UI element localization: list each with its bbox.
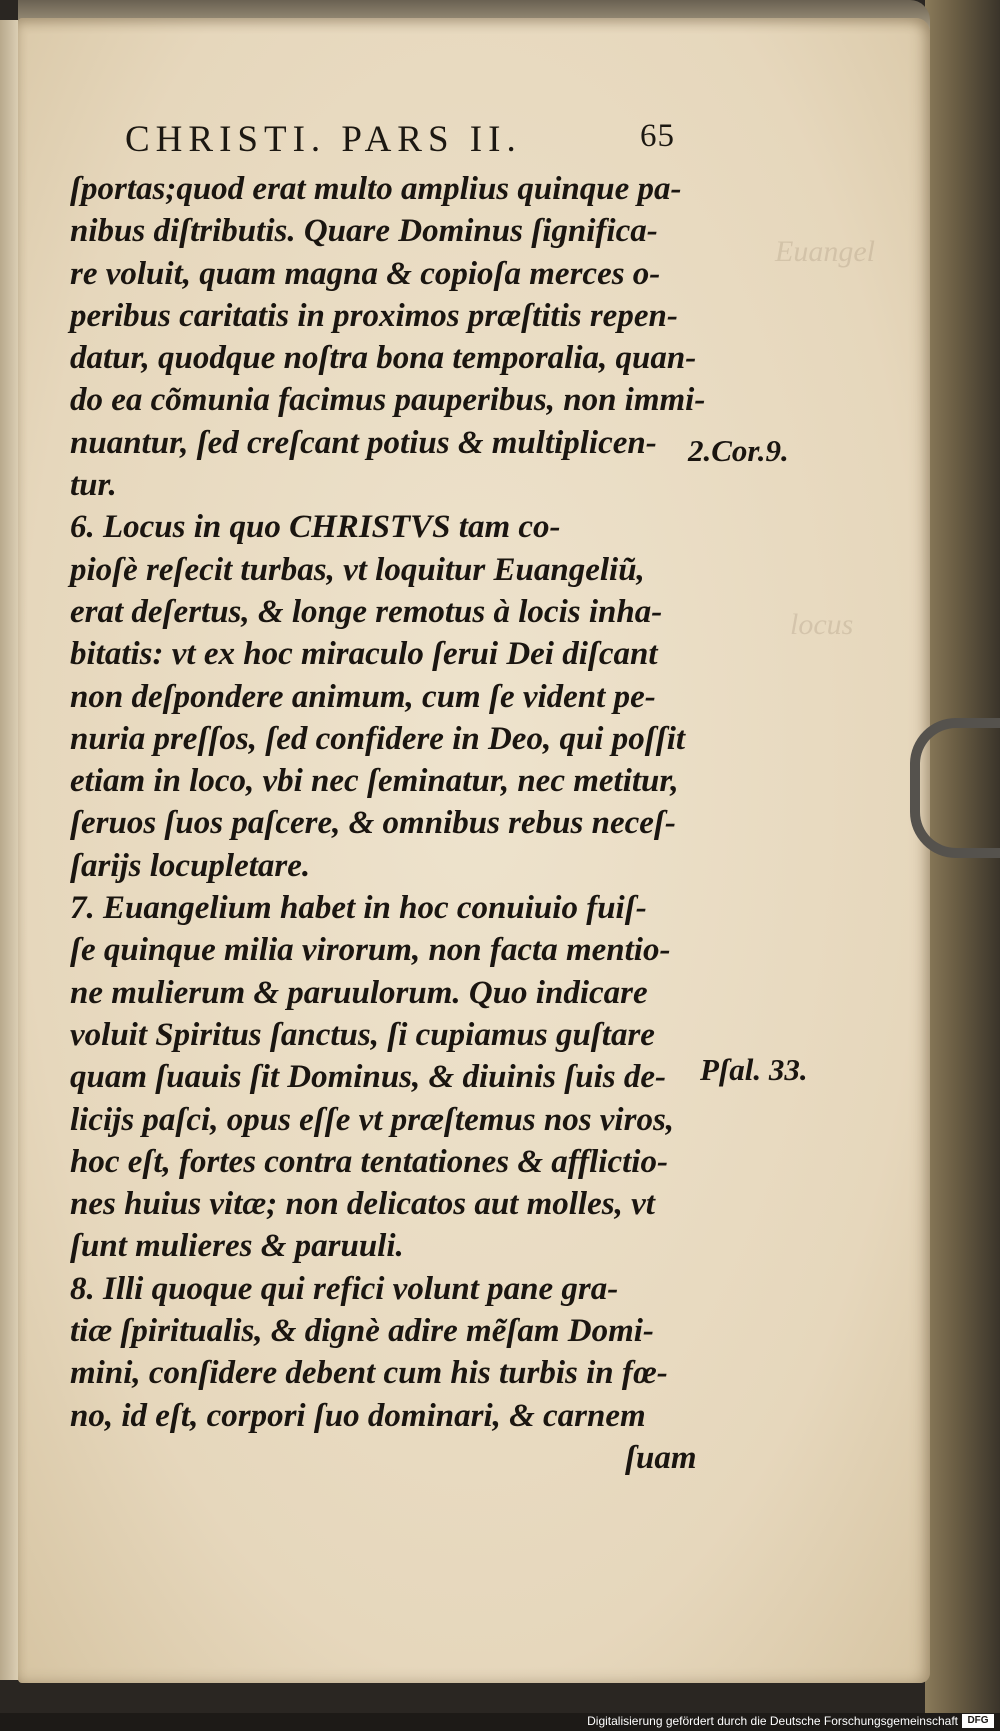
- text-line: 7. Euangelium habet in hoc conuiuio fuiſ-: [70, 890, 647, 927]
- margin-note-2-cor: 2.Cor.9.: [688, 433, 789, 468]
- text-line: quam ſuauis ſit Dominus, & diuinis ſuis de-: [70, 1059, 666, 1096]
- text-line: voluit Spiritus ſanctus, ſi cupiamus guſtare: [70, 1016, 655, 1053]
- text-line: no, id eſt, corpori ſuo dominari, & carnem: [70, 1397, 646, 1434]
- text-line: pioſè reſecit turbas, vt loquitur Euangeliũ,: [70, 551, 645, 588]
- text-line: erat deſertus, & longe remotus à locis inha-: [70, 593, 663, 630]
- text-line: peribus caritatis in proximos præſtitis repen-: [70, 297, 678, 334]
- page-clip: [910, 718, 1000, 858]
- text-line: datur, quodque noſtra bona temporalia, quan-: [70, 340, 697, 377]
- text-line: bitatis: vt ex hoc miraculo ſerui Dei diſcant: [70, 636, 658, 673]
- text-line: ne mulierum & paruulorum. Quo indicare: [70, 974, 648, 1011]
- book-spine-edge: [925, 0, 1000, 1731]
- text-line: re voluit, quam magna & copioſa merces o-: [70, 255, 661, 292]
- running-header: [125, 118, 725, 162]
- text-line: hoc eſt, fortes contra tentationes & afflictio-: [70, 1143, 668, 1180]
- dfg-logo: DFG: [962, 1714, 994, 1728]
- text-line: ſportas;quod erat multo amplius quinque pa-: [70, 171, 682, 207]
- bleed-through: Euangel: [775, 235, 875, 268]
- text-line: licijs paſci, opus eſſe vt præſtemus nos viros,: [70, 1101, 675, 1138]
- text-line: ſuam: [625, 1439, 697, 1476]
- page-number: 65: [640, 118, 675, 154]
- text-line: ſarijs locupletare.: [70, 847, 311, 884]
- text-line: nibus diſtributis. Quare Dominus ſignifica-: [70, 213, 658, 250]
- funding-credit: Digitalisierung gefördert durch die Deutsche Forschungsgemeinschaft: [587, 1714, 958, 1728]
- text-line: 6. Locus in quo CHRISTVS tam co-: [70, 509, 561, 546]
- text-line: ſunt mulieres & paruuli.: [70, 1228, 404, 1265]
- body-text: [70, 168, 706, 1479]
- text-line: tiæ ſpiritualis, & dignè adire mẽſam Domi-: [70, 1313, 654, 1350]
- text-line: mini, conſidere debent cum his turbis in fœ-: [70, 1355, 668, 1392]
- text-line: ſeruos ſuos paſcere, & omnibus rebus neceſ-: [70, 805, 676, 842]
- text-line: etiam in loco, vbi nec ſeminatur, nec metitur,: [70, 763, 679, 800]
- text-line: ſe quinque milia virorum, non facta mentio-: [70, 932, 671, 969]
- text-line: tur.: [70, 467, 117, 504]
- text-line: do ea cõmunia facimus pauperibus, non immi-: [70, 382, 706, 419]
- text-line: nuantur, ſed creſcant potius & multiplicen-: [70, 424, 657, 461]
- margin-note-psal: Pſal. 33.: [700, 1052, 808, 1087]
- bleed-through: locus: [790, 608, 854, 641]
- text-line: nes huius vitæ; non delicatos aut molles, vt: [70, 1186, 655, 1223]
- running-title: CHRISTI. PARS II.: [125, 119, 522, 160]
- text-line: 8. Illi quoque qui refici volunt pane gra-: [70, 1270, 619, 1307]
- text-line: nuria preſſos, ſed confidere in Deo, qui poſſit: [70, 720, 686, 757]
- text-line: non deſpondere animum, cum ſe vident pe-: [70, 678, 656, 715]
